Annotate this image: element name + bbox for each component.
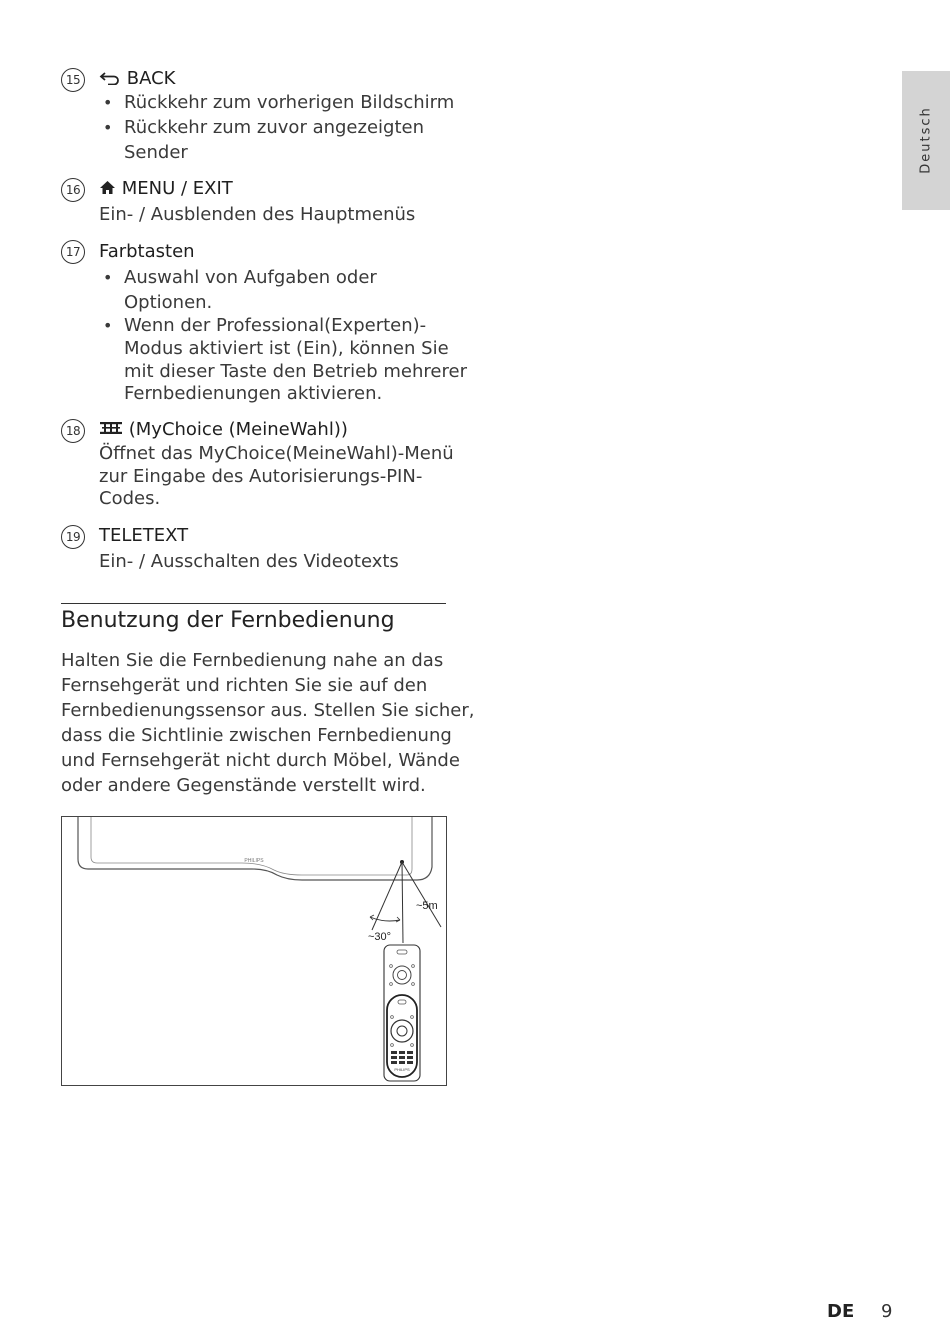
back-arrow-icon bbox=[99, 71, 121, 85]
item-description: Ein- / Ausblenden des Hauptmenüs bbox=[99, 204, 416, 225]
home-icon bbox=[99, 180, 116, 195]
angle-line-left bbox=[372, 862, 402, 930]
section-title: Benutzung der Fernbedienung bbox=[61, 608, 395, 633]
item-title: BACK bbox=[126, 68, 176, 89]
distance-label: ~5m bbox=[416, 900, 438, 912]
paragraph-line: Halten Sie die Fernbedienung nahe an das bbox=[61, 650, 444, 671]
item-title: (MyChoice (MeineWahl)) bbox=[128, 419, 348, 440]
bullet-text: Rückkehr zum vorherigen Bildschirm bbox=[124, 92, 455, 113]
item-heading-menu bbox=[99, 177, 233, 201]
bullet-text-continued: Modus aktiviert ist (Ein), können Sie bbox=[124, 338, 449, 359]
footer-language-code: DE bbox=[827, 1301, 855, 1322]
bullet-text: Auswahl von Aufgaben oder bbox=[124, 267, 377, 288]
remote-illustration bbox=[62, 817, 446, 1085]
paragraph-line: oder andere Gegenstände verstellt wird. bbox=[61, 775, 426, 796]
item-title: Farbtasten bbox=[99, 241, 195, 262]
language-tab-label: Deutsch bbox=[918, 106, 934, 174]
bullet-text-continued: Optionen. bbox=[124, 292, 213, 313]
mychoice-icon bbox=[99, 421, 123, 435]
angle-line-right bbox=[402, 862, 441, 927]
paragraph-line: Fernbedienungssensor aus. Stellen Sie sicher, bbox=[61, 700, 475, 721]
bullet-dot: • bbox=[103, 118, 113, 137]
item-description: Öffnet das MyChoice(MeineWahl)-Menü bbox=[99, 443, 454, 464]
page-number: 9 bbox=[881, 1301, 893, 1322]
item-number-18: 18 bbox=[61, 419, 85, 443]
item-heading-back bbox=[99, 67, 175, 91]
tv-brand-logo: PHILIPS bbox=[244, 858, 264, 864]
angle-label: ~30° bbox=[368, 931, 392, 943]
bullet-dot: • bbox=[103, 93, 113, 112]
item-number-19: 19 bbox=[61, 525, 85, 549]
bullet-dot: • bbox=[103, 268, 113, 287]
bullet-text: Rückkehr zum zuvor angezeigten bbox=[124, 117, 424, 138]
section-divider bbox=[61, 603, 446, 604]
paragraph-line: und Fernsehgerät nicht durch Möbel, Wände bbox=[61, 750, 460, 771]
item-description: Codes. bbox=[99, 488, 161, 509]
item-description: Ein- / Ausschalten des Videotexts bbox=[99, 551, 399, 572]
remote-control bbox=[384, 945, 420, 1081]
paragraph-line: Fernsehgerät und richten Sie sie auf den bbox=[61, 675, 428, 696]
bullet-text-continued: Sender bbox=[124, 142, 188, 163]
angle-arc bbox=[370, 917, 400, 921]
bullet-text-continued: Fernbedienungen aktivieren. bbox=[124, 383, 383, 404]
item-title: MENU / EXIT bbox=[121, 178, 233, 199]
center-line bbox=[402, 862, 403, 943]
item-title: TELETEXT bbox=[99, 525, 189, 546]
paragraph-line: dass die Sichtlinie zwischen Fernbedienung bbox=[61, 725, 452, 746]
item-number-15: 15 bbox=[61, 68, 85, 92]
item-description: zur Eingabe des Autorisierungs-PIN- bbox=[99, 466, 423, 487]
remote-brand-logo: PHILIPS bbox=[394, 1067, 410, 1072]
tv-frame bbox=[78, 817, 432, 880]
remote-usage-figure bbox=[61, 816, 447, 1086]
bullet-text-continued: mit dieser Taste den Betrieb mehrerer bbox=[124, 361, 467, 382]
item-heading-mychoice bbox=[99, 418, 348, 442]
tv-screen-edge bbox=[91, 817, 412, 875]
item-number-16: 16 bbox=[61, 178, 85, 202]
bullet-dot: • bbox=[103, 316, 113, 335]
item-number-17: 17 bbox=[61, 240, 85, 264]
bullet-text: Wenn der Professional(Experten)- bbox=[124, 315, 427, 336]
